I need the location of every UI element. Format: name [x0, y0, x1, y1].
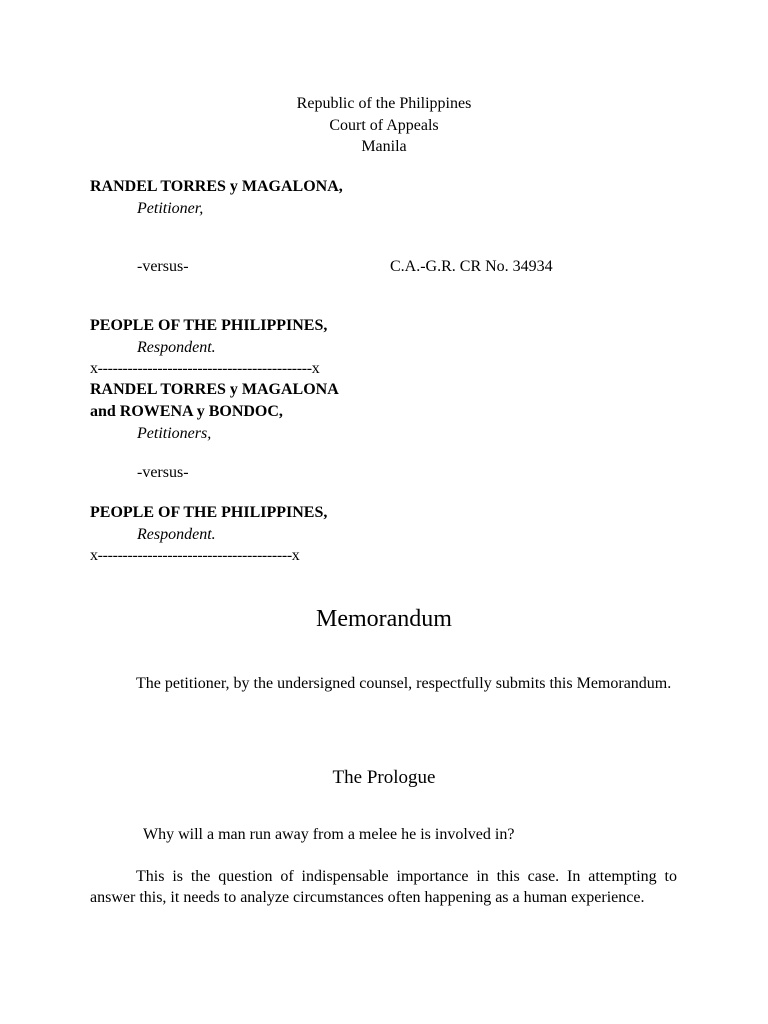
- petitioners-role: Petitioners,: [137, 425, 212, 442]
- versus-label: -versus-: [137, 258, 189, 275]
- section-question: Why will a man run away from a melee he is involved in?: [143, 826, 515, 843]
- court-location: Manila: [361, 138, 407, 155]
- petitioners-name-line1: RANDEL TORRES y MAGALONA: [90, 381, 339, 398]
- petitioner-role: Petitioner,: [137, 200, 204, 217]
- court-name: Court of Appeals: [329, 117, 439, 134]
- document-title: Memorandum: [316, 606, 452, 632]
- section-heading: The Prologue: [332, 767, 436, 788]
- respondent-name: PEOPLE OF THE PHILIPPINES,: [90, 317, 328, 334]
- intro-paragraph-text: The petitioner, by the undersigned counsel, respectfully submits this Memorandum.: [136, 675, 672, 692]
- section-paragraph-text: This is the question of indispensable importance in this case. In attempting to answer this, it needs to analyze circumstances often happening as a human experience.: [90, 868, 677, 906]
- respondent-role-2: Respondent.: [137, 526, 216, 543]
- caption-separator: x-------------------------------------------x: [90, 360, 320, 377]
- caption-separator-2: x---------------------------------------x: [90, 547, 300, 564]
- intro-paragraph: [90, 673, 677, 694]
- respondent-name-2: PEOPLE OF THE PHILIPPINES,: [90, 504, 328, 521]
- petitioners-name-line2: and ROWENA y BONDOC,: [90, 403, 283, 420]
- respondent-role: Respondent.: [137, 339, 216, 356]
- section-paragraph: [90, 866, 677, 908]
- court-republic: Republic of the Philippines: [296, 95, 472, 112]
- case-number: C.A.-G.R. CR No. 34934: [390, 258, 553, 275]
- petitioner-name: RANDEL TORRES y MAGALONA,: [90, 178, 343, 195]
- versus-label-2: -versus-: [137, 464, 189, 481]
